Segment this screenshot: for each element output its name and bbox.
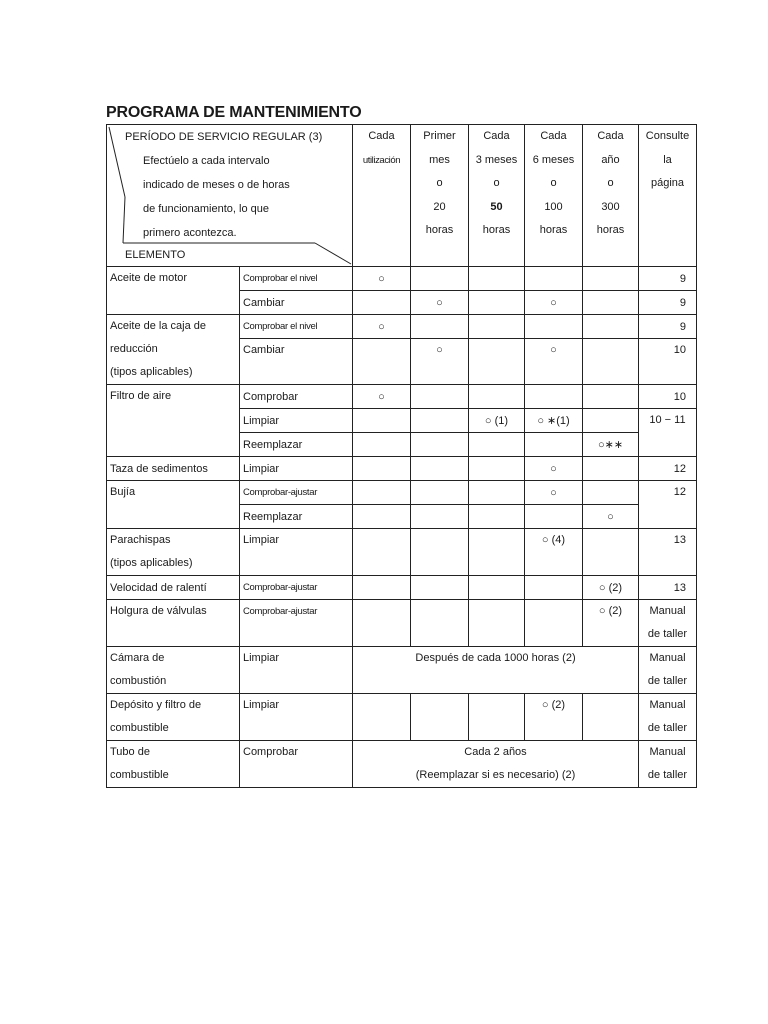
mark-cell: ○ <box>353 267 411 291</box>
interval-span-cell: Cada 2 años (Reemplazar si es necesario) (2) <box>353 741 639 788</box>
action-cell: Reemplazar <box>240 433 353 457</box>
table-row <box>107 457 697 481</box>
action-cell: Comprobar-ajustar <box>240 576 353 600</box>
mark-cell: ○ (4) <box>525 529 583 576</box>
page-cell: 9 <box>639 315 697 339</box>
item-cell: Aceite de la caja de reducción (tipos aplicables) <box>107 315 240 385</box>
table-row <box>107 267 697 291</box>
mark-cell: ○ <box>525 457 583 481</box>
action-cell: Comprobar-ajustar <box>240 481 353 505</box>
item-cell: Aceite de motor <box>107 267 240 315</box>
page-cell: 9 <box>639 267 697 291</box>
page-cell: Manual de taller <box>639 647 697 694</box>
mark-cell: ○ (2) <box>525 694 583 741</box>
action-cell: Comprobar <box>240 385 353 409</box>
page-cell: 12 <box>639 481 697 529</box>
column-header-year: Cada año o 300 horas <box>583 125 639 267</box>
action-cell: Cambiar <box>240 339 353 385</box>
header-diagonal <box>107 125 353 266</box>
action-cell: Comprobar el nivel <box>240 267 353 291</box>
page-cell: 10 <box>639 339 697 385</box>
action-cell: Cambiar <box>240 291 353 315</box>
action-cell: Comprobar el nivel <box>240 315 353 339</box>
action-cell: Reemplazar <box>240 505 353 529</box>
table-row <box>107 481 697 505</box>
mark-cell: ○ <box>353 385 411 409</box>
item-cell: Taza de sedimentos <box>107 457 240 481</box>
item-cell: Tubo de combustible <box>107 741 240 788</box>
period-label: PERÍODO DE SERVICIO REGULAR (3) <box>125 131 323 143</box>
mark-cell: ○ <box>411 339 469 385</box>
item-cell: Depósito y filtro de combustible <box>107 694 240 741</box>
page-cell: 13 <box>639 529 697 576</box>
mark-cell: ○ ∗(1) <box>525 409 583 433</box>
page-cell: 10 − 11 <box>639 409 697 457</box>
action-cell: Limpiar <box>240 529 353 576</box>
mark-cell: ○ (1) <box>469 409 525 433</box>
page-cell: 9 <box>639 291 697 315</box>
mark-cell: ○ <box>411 291 469 315</box>
column-header-page: Consulte la página <box>639 125 697 267</box>
table-row <box>107 385 697 409</box>
page-cell: 12 <box>639 457 697 481</box>
mark-cell: ○ <box>583 505 639 529</box>
instruction-line: Efectúelo a cada intervalo <box>143 155 270 167</box>
page-cell: Manual de taller <box>639 600 697 647</box>
column-header-first-month: Primer mes o 20 horas <box>411 125 469 267</box>
item-cell: Holgura de válvulas <box>107 600 240 647</box>
mark-cell: ○ <box>353 315 411 339</box>
instruction-line: primero acontezca. <box>143 227 237 239</box>
item-cell: Parachispas (tipos aplicables) <box>107 529 240 576</box>
column-header-each-use: Cada utilización <box>353 125 411 267</box>
table-row <box>107 576 697 600</box>
element-label: ELEMENTO <box>125 249 186 261</box>
mark-cell: ○∗∗ <box>583 433 639 457</box>
item-cell: Cámara de combustión <box>107 647 240 694</box>
item-cell: Filtro de aire <box>107 385 240 457</box>
maintenance-table <box>106 124 697 788</box>
page-cell: Manual de taller <box>639 741 697 788</box>
page-cell: 13 <box>639 576 697 600</box>
header-row <box>107 125 697 267</box>
action-cell: Limpiar <box>240 409 353 433</box>
instruction-line: indicado de meses o de horas <box>143 179 290 191</box>
page-title: PROGRAMA DE MANTENIMIENTO <box>106 104 362 121</box>
item-cell: Velocidad de ralentí <box>107 576 240 600</box>
mark-cell: ○ <box>525 291 583 315</box>
action-cell: Comprobar-ajustar <box>240 600 353 647</box>
column-header-3-months: Cada 3 meses o 50 horas <box>469 125 525 267</box>
action-cell: Limpiar <box>240 694 353 741</box>
page-cell: 10 <box>639 385 697 409</box>
table-row <box>107 315 697 339</box>
mark-cell: ○ (2) <box>583 576 639 600</box>
interval-span-cell: Después de cada 1000 horas (2) <box>353 647 639 694</box>
mark-cell: ○ (2) <box>583 600 639 647</box>
action-cell: Comprobar <box>240 741 353 788</box>
action-cell: Limpiar <box>240 647 353 694</box>
column-header-6-months: Cada 6 meses o 100 horas <box>525 125 583 267</box>
item-cell: Bujía <box>107 481 240 529</box>
action-cell: Limpiar <box>240 457 353 481</box>
mark-cell: ○ <box>525 481 583 505</box>
instruction-line: de funcionamiento, lo que <box>143 203 269 215</box>
period-header-cell <box>107 125 353 267</box>
page-cell: Manual de taller <box>639 694 697 741</box>
mark-cell: ○ <box>525 339 583 385</box>
